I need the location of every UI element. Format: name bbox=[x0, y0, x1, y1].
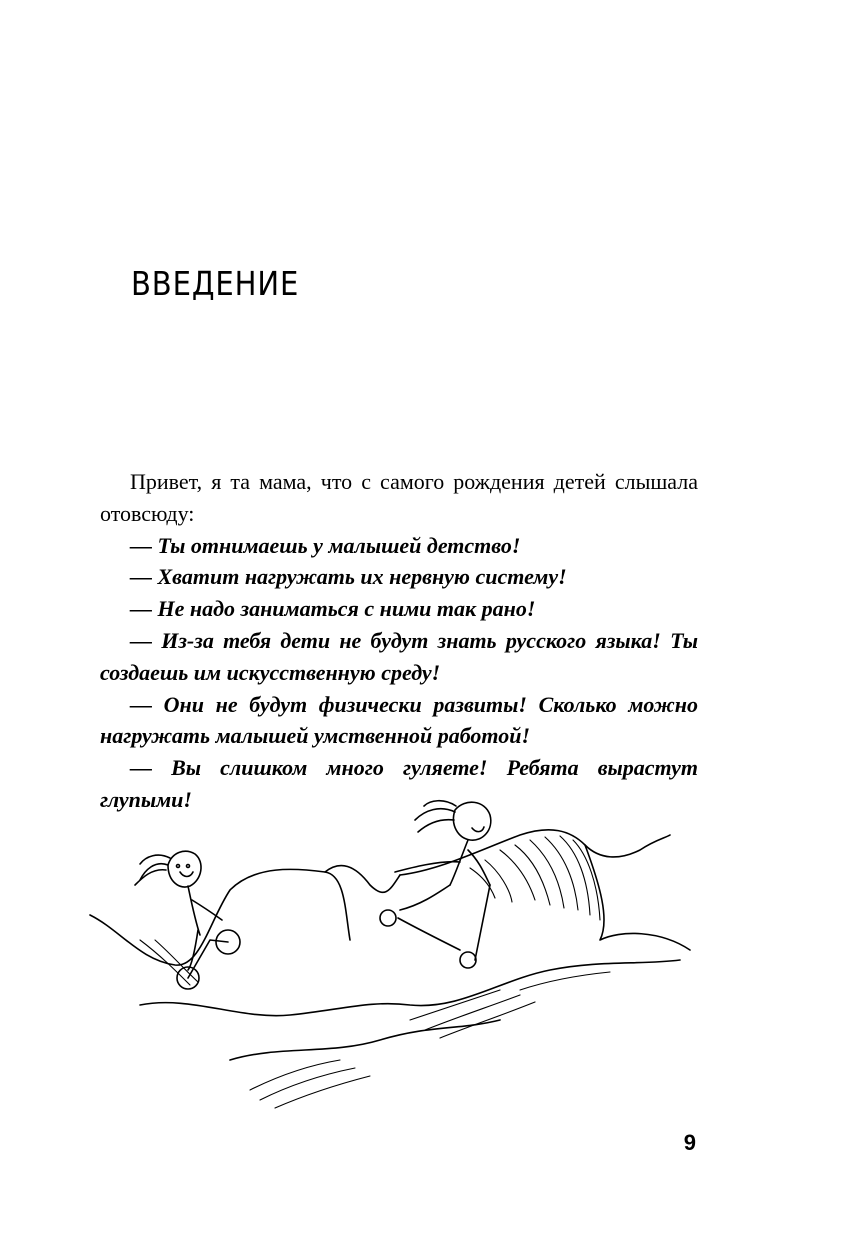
chapter-title: ВВЕДЕНИЕ bbox=[131, 264, 300, 303]
scooter-back-wheel bbox=[380, 910, 396, 926]
quote-line: — Вы слишком много гуляете! Ребята вырастут глупыми! bbox=[100, 755, 698, 812]
hill-hatching bbox=[470, 836, 600, 920]
quote-line: — Не надо заниматься с ними так рано! bbox=[130, 596, 536, 622]
scooter-front-wheel bbox=[460, 952, 476, 968]
wave-2 bbox=[230, 1020, 500, 1060]
children-riding-illustration bbox=[80, 790, 720, 1120]
quote-line: — Хватит нагружать их нервную систему! bbox=[130, 564, 567, 590]
quote-line: — Они не будут физически развиты! Сколько можно нагружать малышей умственной работой! bbox=[100, 691, 698, 749]
quote-line: — Из-за тебя дети не будут знать русского языка! Ты создаешь им искусственную среду! bbox=[100, 627, 698, 685]
child-on-bicycle bbox=[135, 851, 240, 989]
right-hill-slope bbox=[585, 845, 690, 950]
child-on-scooter bbox=[380, 801, 491, 968]
body-text bbox=[100, 466, 698, 816]
wave-1 bbox=[140, 960, 680, 1016]
intro-paragraph: Привет, я та мама, что с самого рождения детей слышала отовсюду: bbox=[100, 469, 698, 526]
wave-hatching bbox=[140, 940, 610, 1108]
quote-line: — Ты отнимаешь у малышей детство! bbox=[130, 532, 521, 558]
page-number: 9 bbox=[683, 1130, 696, 1155]
